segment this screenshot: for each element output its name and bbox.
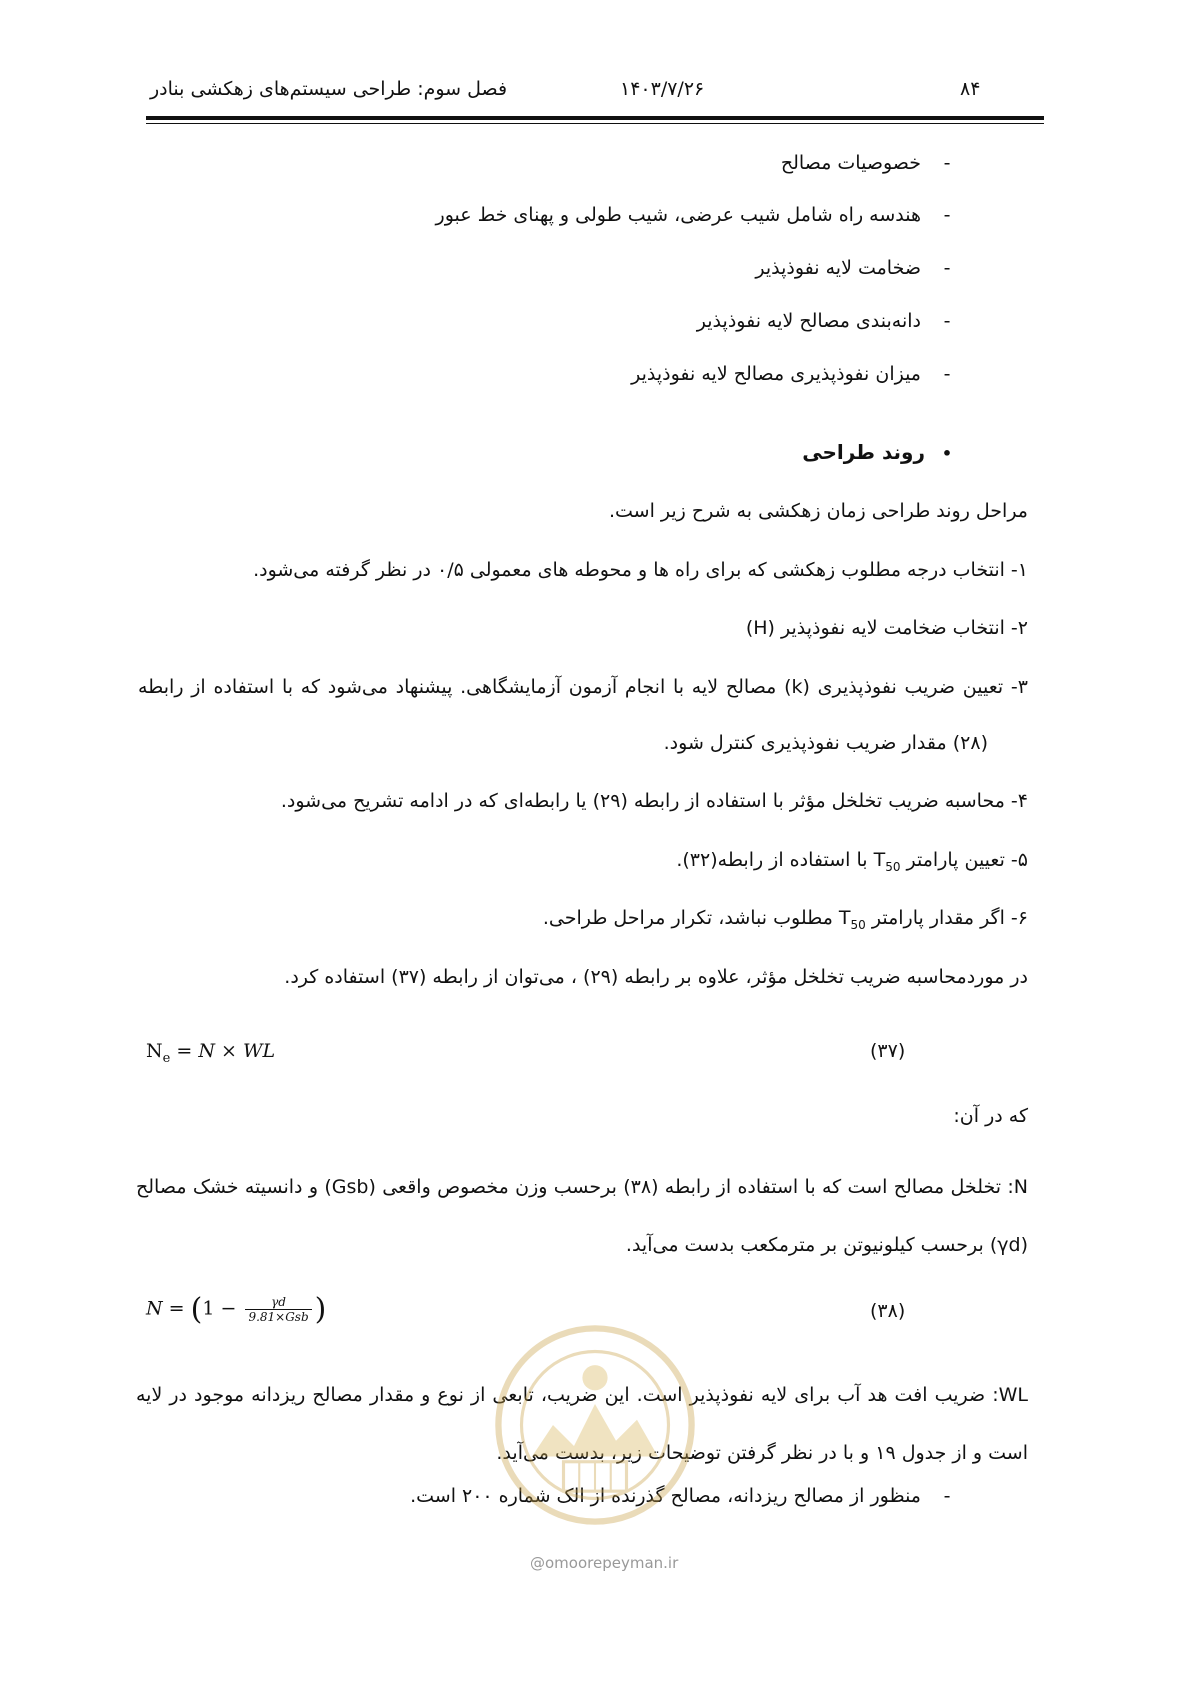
bullet-icon: • bbox=[941, 444, 953, 463]
equation-38-number: (۳۸) bbox=[870, 1300, 906, 1322]
where-label: که در آن: bbox=[953, 1105, 1028, 1127]
alt-method-paragraph: در موردمحاسبه ضریب تخلخل مؤثر، علاوه بر رابطه (۲۹) ، می‌توان از رابطه (۳۷) استفاده کرد. bbox=[284, 966, 1028, 988]
page-number: ۸۴ bbox=[960, 78, 981, 100]
watermark-logo-icon bbox=[490, 1320, 700, 1530]
wl-definition: WL: ضریب افت هد آب برای لایه نفوذپذیر است. این ضریب، تابعی از نوع و مقدار مصالح ریزدانه موجود در لایه است و از جدول ۱۹ و با در نظر گرفتن توضیحات زیر، بدست می‌آید. bbox=[136, 1384, 1028, 1464]
t50-subscript: 50 bbox=[885, 859, 901, 874]
header-date: ۱۴۰۳/۷/۲۶ bbox=[620, 78, 705, 100]
list-dash: - bbox=[943, 257, 951, 279]
list-dash: - bbox=[943, 363, 951, 385]
equation-37-number: (۳۷) bbox=[870, 1040, 906, 1062]
step-3-line-1: ۳- تعیین ضریب نفوذپذیری (k) مصالح لایه با انجام آزمون آزمایشگاهی. پیشنهاد می‌شود که با استفاده از رابطه bbox=[138, 676, 1028, 698]
list-dash: - bbox=[943, 310, 951, 332]
step-2: ۲- انتخاب ضخامت لایه نفوذپذیر (H) bbox=[745, 617, 1028, 639]
watermark-site: @omoorepeyman.ir bbox=[530, 1554, 679, 1572]
list-item: -ضخامت لایه نفوذپذیر bbox=[755, 253, 959, 283]
list-dash: - bbox=[943, 204, 951, 226]
list-item: -خصوصیات مصالح bbox=[781, 148, 959, 178]
step-4: ۴- محاسبه ضریب تخلخل مؤثر با استفاده از رابطه (۲۹) یا رابطه‌ای که در ادامه تشریح می‌شود. bbox=[280, 790, 1028, 812]
chapter-title: فصل سوم: طراحی سیستم‌های زهکشی بنادر bbox=[150, 78, 508, 100]
section-heading: •روند طراحی bbox=[802, 437, 959, 469]
intro-paragraph: مراحل روند طراحی زمان زهکشی به شرح زیر است. bbox=[608, 500, 1028, 522]
step-5: ۵- تعیین پارامتر $T_{50}$ با استفاده از رابطه(۳۲). bbox=[676, 849, 1028, 874]
equation-37: $N_e = N$ × WL bbox=[146, 1040, 276, 1066]
at-icon: @ bbox=[530, 1554, 545, 1572]
list-item: -منظور از مصالح ریزدانه، مصالح گذرنده از الک شماره ۲۰۰ است. bbox=[410, 1481, 959, 1511]
equation-38: N = (1 − $\frac{\gamma d}{\text{9.81×Gsb}}$ ) bbox=[146, 1292, 327, 1327]
list-dash: - bbox=[943, 152, 951, 174]
gamma-fraction: $\frac{\gamma d}{\text{9.81×Gsb}}$ bbox=[245, 1295, 311, 1324]
header-rule-thin bbox=[146, 123, 1044, 124]
list-dash: - bbox=[943, 1485, 951, 1507]
list-item: -میزان نفوذپذیری مصالح لایه نفوذپذیر bbox=[631, 359, 959, 389]
t50-subscript: 50 bbox=[850, 917, 866, 932]
step-3-line-2: (۲۸) مقدار ضریب نفوذپذیری کنترل شود. bbox=[663, 732, 988, 754]
n-definition: N: تخلخل مصالح است که با استفاده از رابطه (۳۸) برحسب وزن مخصوص واقعی (Gsb) و دانسیته خشک مصالح (γd) برحسب کیلونیوتن بر مترمکعب بدست می‌آید. bbox=[136, 1176, 1028, 1256]
header-rule-thick bbox=[146, 116, 1044, 120]
step-1: ۱- انتخاب درجه مطلوب زهکشی که برای راه ها و محوطه های معمولی ۰/۵ در نظر گرفته می‌شود. bbox=[253, 559, 1028, 581]
list-item: -هندسه راه شامل شیب عرضی، شیب طولی و پهنای خط عبور bbox=[436, 200, 959, 230]
list-item: -دانه‌بندی مصالح لایه نفوذپذیر bbox=[697, 306, 959, 336]
step-6: ۶- اگر مقدار پارامتر $T_{50}$ مطلوب نباشد، تکرار مراحل طراحی. bbox=[542, 907, 1028, 932]
